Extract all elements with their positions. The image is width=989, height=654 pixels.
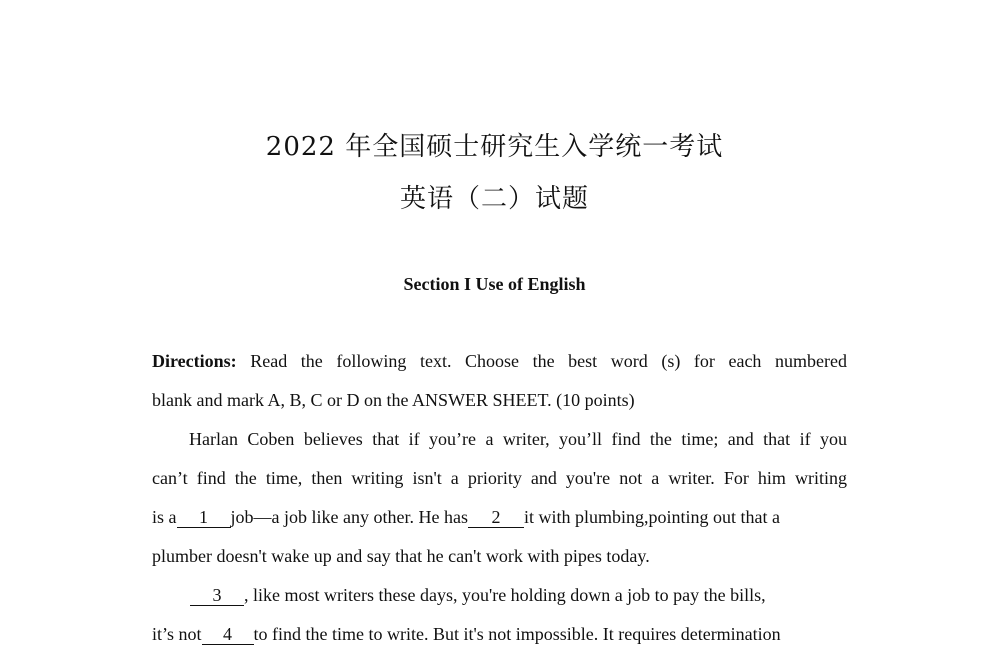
paragraph-1-line-2: can’t find the time, then writing isn't a priority and you're not a writer. For him writing xyxy=(152,468,847,488)
blank-2: 2 xyxy=(468,507,524,528)
text-fragment: it’s not xyxy=(152,624,202,644)
text-fragment: is a xyxy=(152,507,177,527)
paragraph-2 xyxy=(152,576,847,654)
directions-line-1 xyxy=(152,342,847,381)
text-fragment: to find the time to write. But it's not impossible. It requires determination xyxy=(253,624,781,644)
paragraph-1-line-1: Harlan Coben believes that if you’re a writer, you’ll find the time; and that if you xyxy=(189,429,847,449)
paragraph-1-line-4: plumber doesn't wake up and say that he can't work with pipes today. xyxy=(152,546,650,566)
paragraph-1 xyxy=(152,420,847,576)
paragraph-2-line-2 xyxy=(152,615,847,654)
directions-text-1: Read the following text. Choose the best word (s) for each numbered xyxy=(236,351,847,371)
text-fragment: job—a job like any other. He has xyxy=(230,507,468,527)
blank-1: 1 xyxy=(177,507,231,528)
blank-3: 3 xyxy=(190,585,244,606)
text-fragment: , like most writers these days, you're holding down a job to pay the bills, xyxy=(244,585,766,605)
exam-subtitle: 英语（二）试题 xyxy=(399,184,589,214)
directions-block xyxy=(152,342,847,420)
blank-4: 4 xyxy=(202,624,254,645)
exam-title: 2022 年全国硕士研究生入学统一考试 xyxy=(265,132,724,162)
directions-label: Directions: xyxy=(152,351,237,371)
section-heading: Section I Use of English xyxy=(403,274,586,294)
paragraph-2-line-1 xyxy=(152,576,847,615)
text-fragment: it with plumbing,pointing out that a xyxy=(523,507,780,527)
directions-line-2: blank and mark A, B, C or D on the ANSWER SHEET. (10 points) xyxy=(152,390,635,410)
paragraph-1-line-3 xyxy=(152,498,847,537)
